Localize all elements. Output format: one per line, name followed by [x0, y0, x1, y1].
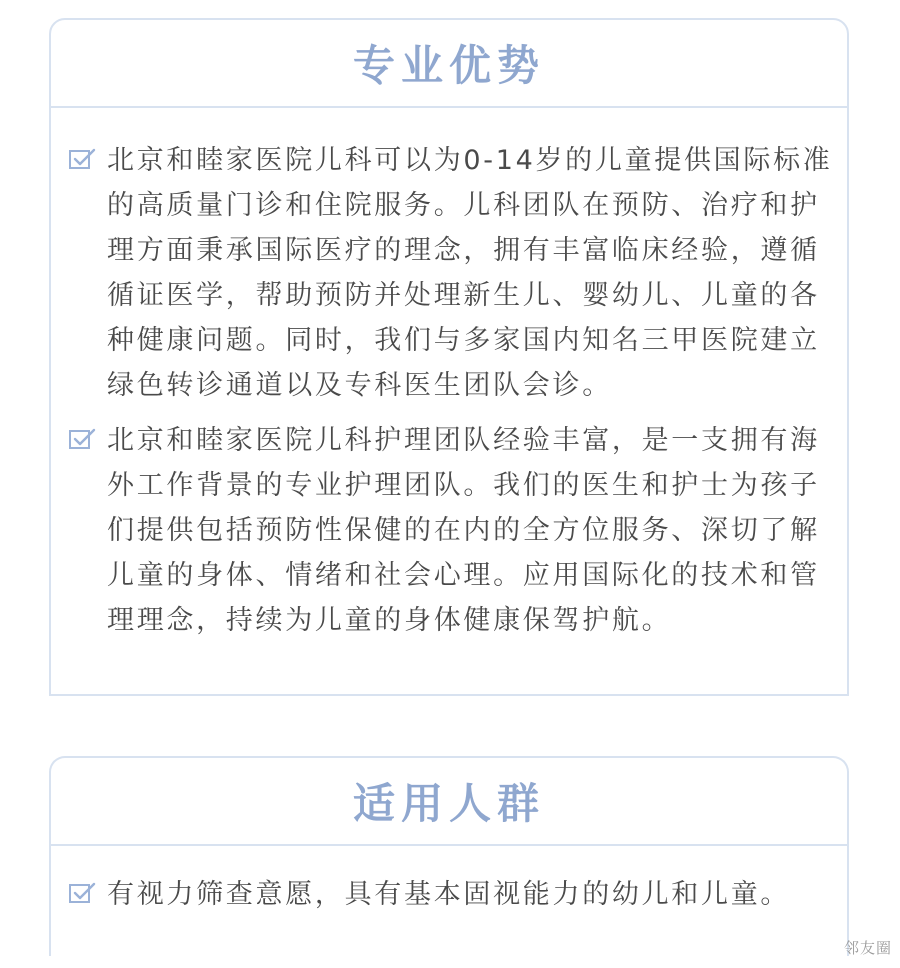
list-item	[67, 418, 837, 643]
list-item	[67, 872, 837, 917]
checkbox-icon	[67, 878, 97, 908]
advantages-header	[51, 20, 847, 108]
advantages-card	[49, 18, 849, 696]
advantages-title: 专业优势	[352, 41, 545, 90]
audience-header	[51, 758, 847, 846]
list-item	[67, 138, 837, 408]
checkbox-icon	[67, 144, 97, 174]
advantage-text: 北京和睦家医院儿科护理团队经验丰富，是一支拥有海外工作背景的专业护理团队。我们的医生和护士为孩子们提供包括预防性保健的在内的全方位服务、深切了解儿童的身体、情绪和社会心理。应用国际化的技术和管理理念，持续为儿童的身体健康保驾护航。	[107, 425, 820, 636]
audience-text: 有视力筛查意愿，具有基本固视能力的幼儿和儿童。	[107, 879, 791, 910]
watermark: 邻友圈	[843, 939, 892, 957]
audience-card	[49, 756, 849, 956]
checkbox-icon	[67, 424, 97, 454]
audience-title: 适用人群	[352, 779, 545, 828]
audience-body	[51, 846, 847, 917]
advantages-body	[51, 108, 847, 643]
advantage-text: 北京和睦家医院儿科可以为0-14岁的儿童提供国际标准的高质量门诊和住院服务。儿科团队在预防、治疗和护理方面秉承国际医疗的理念，拥有丰富临床经验，遵循循证医学，帮助预防并处理新生儿、婴幼儿、儿童的各种健康问题。同时，我们与多家国内知名三甲医院建立绿色转诊通道以及专科医生团队会诊。	[107, 145, 833, 401]
